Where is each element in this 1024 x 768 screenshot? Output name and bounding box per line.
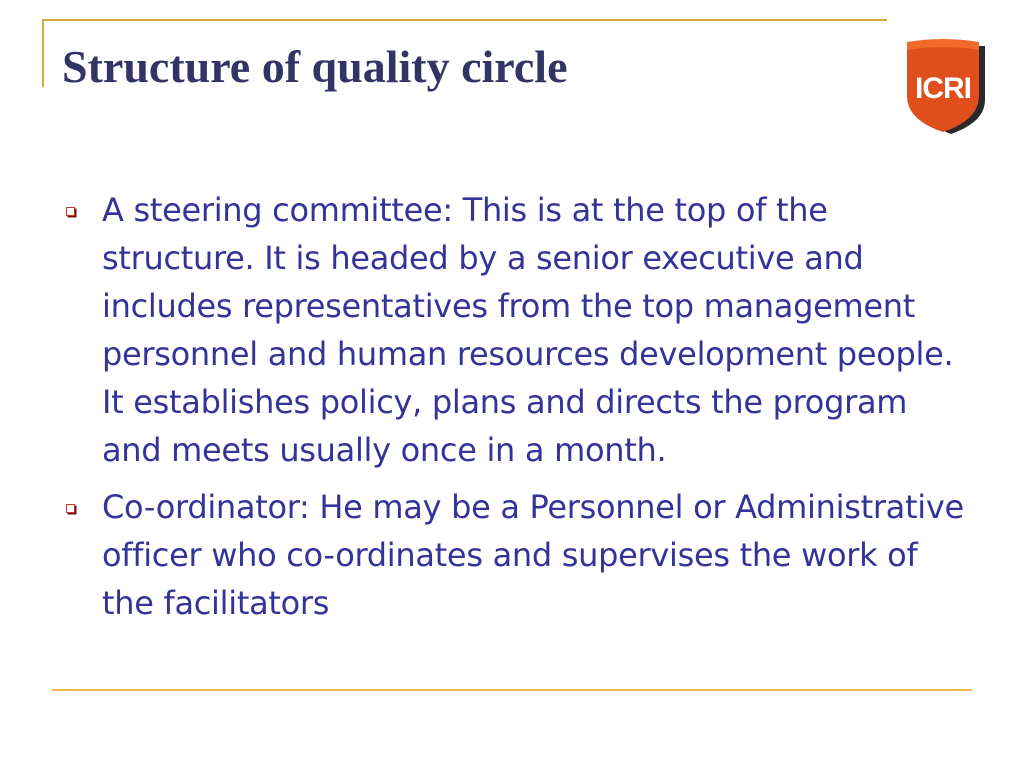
slide-title: Structure of quality circle: [62, 41, 568, 92]
square-bullet-icon: [66, 504, 75, 513]
bullet-text: Co-ordinator: He may be a Personnel or Administrative officer who co-ordinates and supervises the work of the facilitators: [102, 488, 964, 622]
left-accent-rule: [42, 19, 44, 87]
bullet-text: A steering committee: This is at the top of the structure. It is headed by a senior executive and includes representatives from the top management personnel and human resources development people. It establishes policy, plans and directs the program and meets usually once in a month.: [102, 191, 954, 469]
list-item-coordinator: [66, 483, 966, 627]
list-item-steering-committee: [66, 186, 966, 474]
logo-wordmark: ICRI: [915, 72, 971, 105]
square-bullet-icon: [66, 207, 75, 216]
bottom-accent-rule: [52, 689, 972, 691]
icri-logo: [903, 38, 987, 136]
top-accent-rule: [42, 19, 887, 21]
bullet-list: [66, 186, 966, 636]
